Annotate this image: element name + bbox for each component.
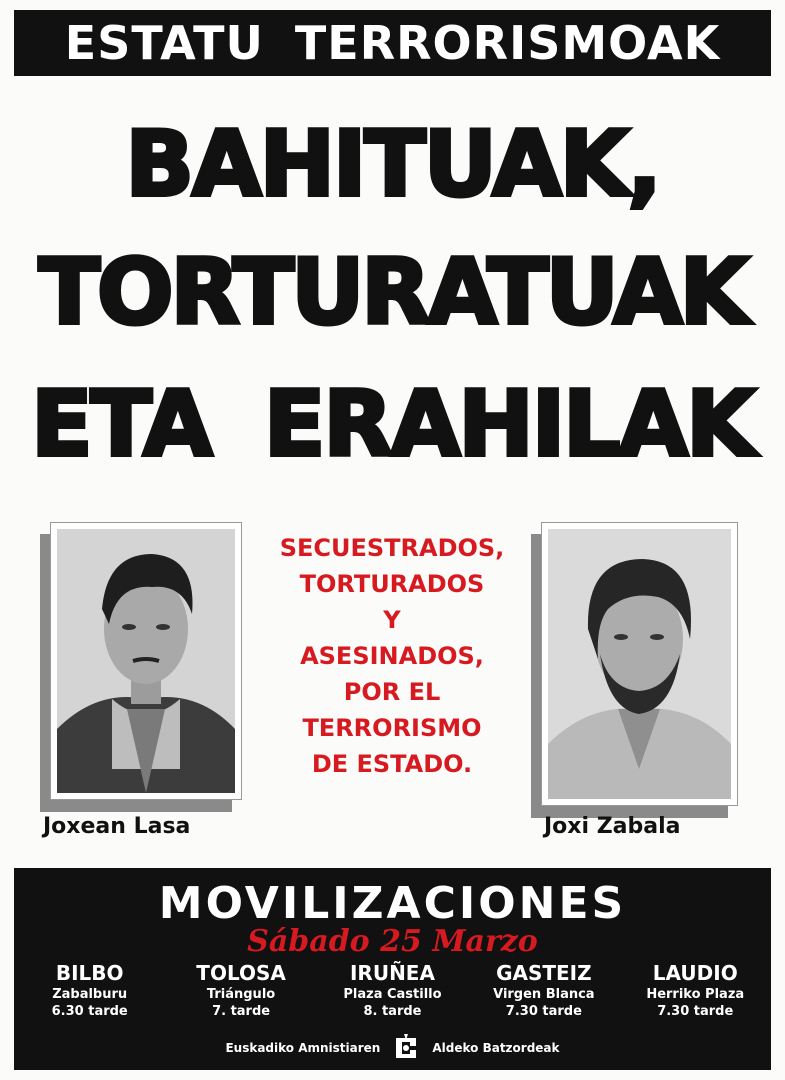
- mobilization-panel: [14, 868, 771, 1070]
- city-time: 7.30 tarde: [657, 1004, 734, 1019]
- mobilization-date: Sábado 25 Marzo: [247, 924, 538, 959]
- headline-line-1: BAHITUAK,: [125, 112, 660, 217]
- city-name: IRUÑEA: [349, 961, 435, 985]
- subtitle-line: TERRORISMO: [302, 714, 482, 742]
- photo-joxi-zabala: [541, 522, 738, 806]
- city-place: Triángulo: [206, 987, 276, 1002]
- mobilization-title: MOVILIZACIONES: [158, 878, 627, 929]
- city-gasteiz: [469, 960, 619, 1020]
- city-name: GASTEIZ: [496, 961, 592, 985]
- city-place: Virgen Blanca: [493, 987, 595, 1002]
- city-time: 6.30 tarde: [51, 1004, 128, 1019]
- city-place: Herriko Plaza: [646, 987, 745, 1002]
- caption-joxean-lasa: Joxean Lasa: [43, 814, 191, 839]
- city-laudio: [620, 960, 770, 1020]
- city-name: TOLOSA: [196, 961, 286, 985]
- top-banner: [14, 10, 771, 76]
- subtitle-line: DE ESTADO.: [311, 750, 473, 778]
- city-time: 7. tarde: [212, 1004, 271, 1019]
- subtitle-line: POR EL: [343, 678, 441, 706]
- spanish-subtitle: [262, 530, 522, 782]
- footer-credit: [14, 1032, 771, 1064]
- city-name: BILBO: [55, 961, 124, 985]
- caption-joxi-zabala: Joxi Zabala: [544, 814, 681, 839]
- subtitle-line: Y: [383, 606, 401, 634]
- city-time: 7.30 tarde: [505, 1004, 582, 1019]
- city-name: LAUDIO: [652, 961, 738, 985]
- city-time: 8. tarde: [363, 1004, 422, 1019]
- footer-left-text: Euskadiko Amnistiaren: [225, 1041, 381, 1055]
- portrait-image: [548, 529, 731, 799]
- footer-right-text: Aldeko Batzordeak: [432, 1041, 560, 1055]
- subtitle-line: SECUESTRADOS,: [279, 534, 505, 562]
- portrait-image: [57, 529, 235, 793]
- subtitle-line: ASESINADOS,: [300, 642, 484, 670]
- city-tolosa: [166, 960, 316, 1020]
- headline-line-3: ETA ERAHILAK: [31, 372, 754, 477]
- subtitle-line: TORTURADOS: [299, 570, 485, 598]
- city-iruna: [317, 960, 467, 1020]
- headline-line-2: TORTURATUAK: [38, 240, 747, 345]
- city-place: Plaza Castillo: [343, 987, 442, 1002]
- city-place: Zabalburu: [52, 987, 128, 1002]
- photo-joxean-lasa: [50, 522, 242, 800]
- amnesty-logo-icon: [390, 1032, 422, 1064]
- city-bilbo: [15, 960, 165, 1020]
- city-list: [14, 960, 771, 1020]
- banner-title: ESTATU TERRORISMOAK: [64, 16, 721, 70]
